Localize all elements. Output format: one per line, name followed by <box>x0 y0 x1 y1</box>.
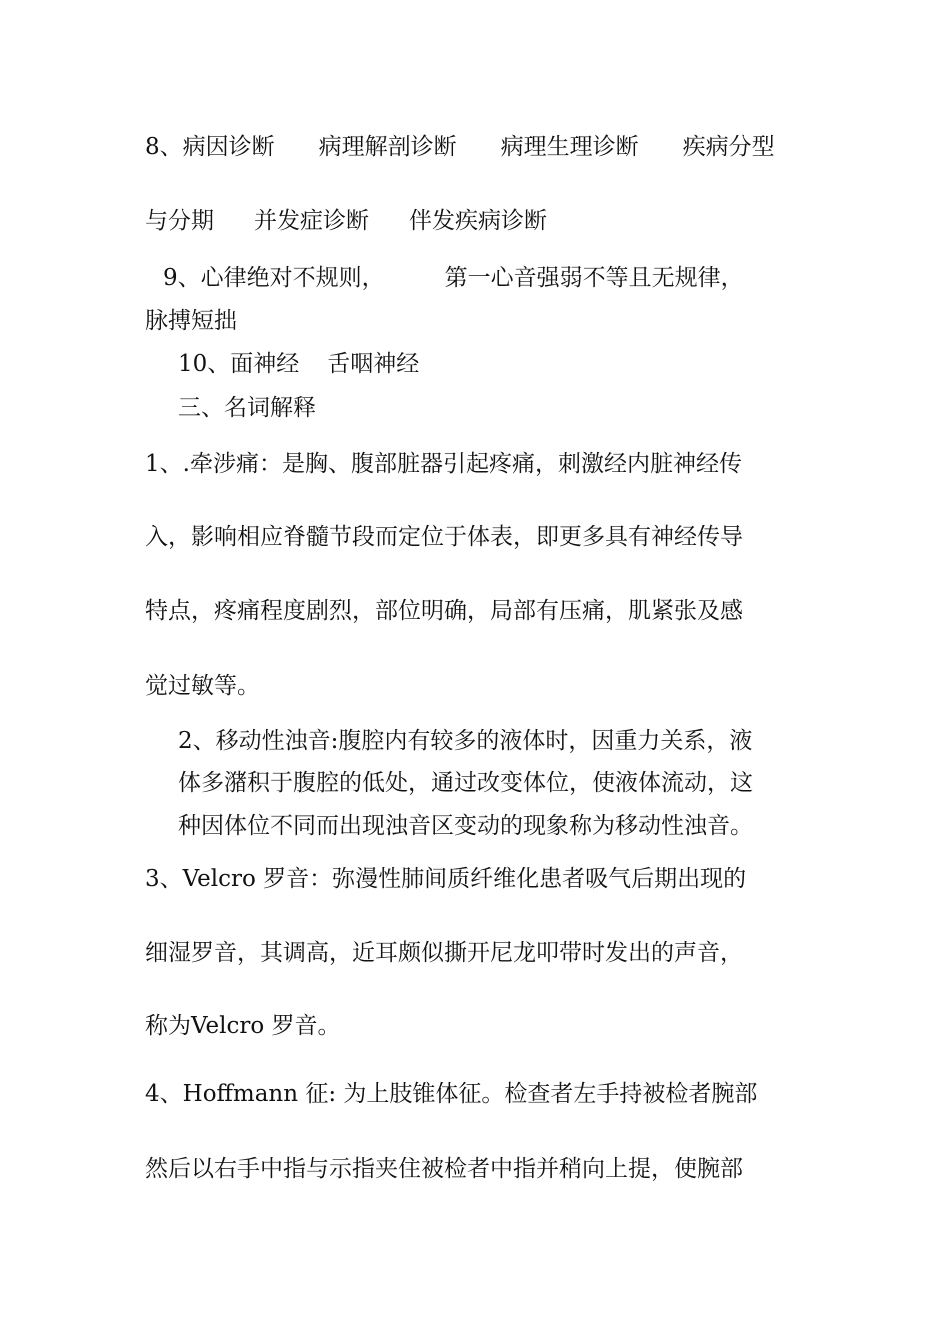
term-4-line-2: 然后以右手中指与示指夹住被检者中指并稍向上提，使腕部 <box>145 1156 743 1182</box>
term-1-line-2: 入，影响相应脊髓节段而定位于体表，即更多具有神经传导 <box>145 524 743 550</box>
item-8-text-g: 伴发疾病诊断 <box>409 208 547 234</box>
term-1-line-4: 觉过敏等。 <box>145 673 260 699</box>
item-8-line-2 <box>145 206 547 236</box>
item-8-text-a: 8、病因诊断 <box>145 134 275 160</box>
term-3-line-1: 3、Velcro 罗音：弥漫性肺间质纤维化患者吸气后期出现的 <box>145 866 747 892</box>
term-1-line-1: 1、.牵涉痛：是胸、腹部脏器引起疼痛，刺激经内脏神经传 <box>145 451 742 477</box>
term-2-line-1: 2、移动性浊音:腹腔内有较多的液体时，因重力关系，液 <box>178 728 753 754</box>
item-10-text-b: 舌咽神经 <box>327 351 420 377</box>
item-9-text-b: 第一心音强弱不等且无规律， <box>444 265 744 291</box>
item-10-line <box>178 349 419 379</box>
item-10-text-a: 10、面神经 <box>178 351 300 377</box>
section-heading: 三、名词解释 <box>178 395 316 421</box>
term-2-line-3: 种因体位不同而出现浊音区变动的现象称为移动性浊音。 <box>178 813 753 839</box>
item-9-line-1 <box>163 263 744 293</box>
term-3-line-2: 细湿罗音，其调高，近耳颇似撕开尼龙叩带时发出的声音， <box>145 940 743 966</box>
term-4-line-1: 4、Hoffmann 征: 为上肢锥体征。检查者左手持被检者腕部 <box>145 1081 758 1107</box>
term-1-line-3: 特点，疼痛程度剧烈，部位明确，局部有压痛，肌紧张及感 <box>145 598 743 624</box>
item-9-line-2: 脉搏短拙 <box>145 308 237 334</box>
item-8-text-f: 并发症诊断 <box>254 208 369 234</box>
item-8-text-b: 病理解剖诊断 <box>318 134 457 160</box>
item-8-line-1 <box>145 132 775 162</box>
item-9-text-a: 9、心律绝对不规则， <box>163 265 385 291</box>
item-8-text-e: 与分期 <box>145 208 214 234</box>
term-3-line-3: 称为Velcro 罗音。 <box>145 1013 341 1039</box>
term-2-line-2: 体多潴积于腹腔的低处，通过改变体位，使液体流动，这 <box>178 770 753 796</box>
item-8-text-d: 疾病分型 <box>682 134 775 160</box>
item-8-text-c: 病理生理诊断 <box>500 134 639 160</box>
